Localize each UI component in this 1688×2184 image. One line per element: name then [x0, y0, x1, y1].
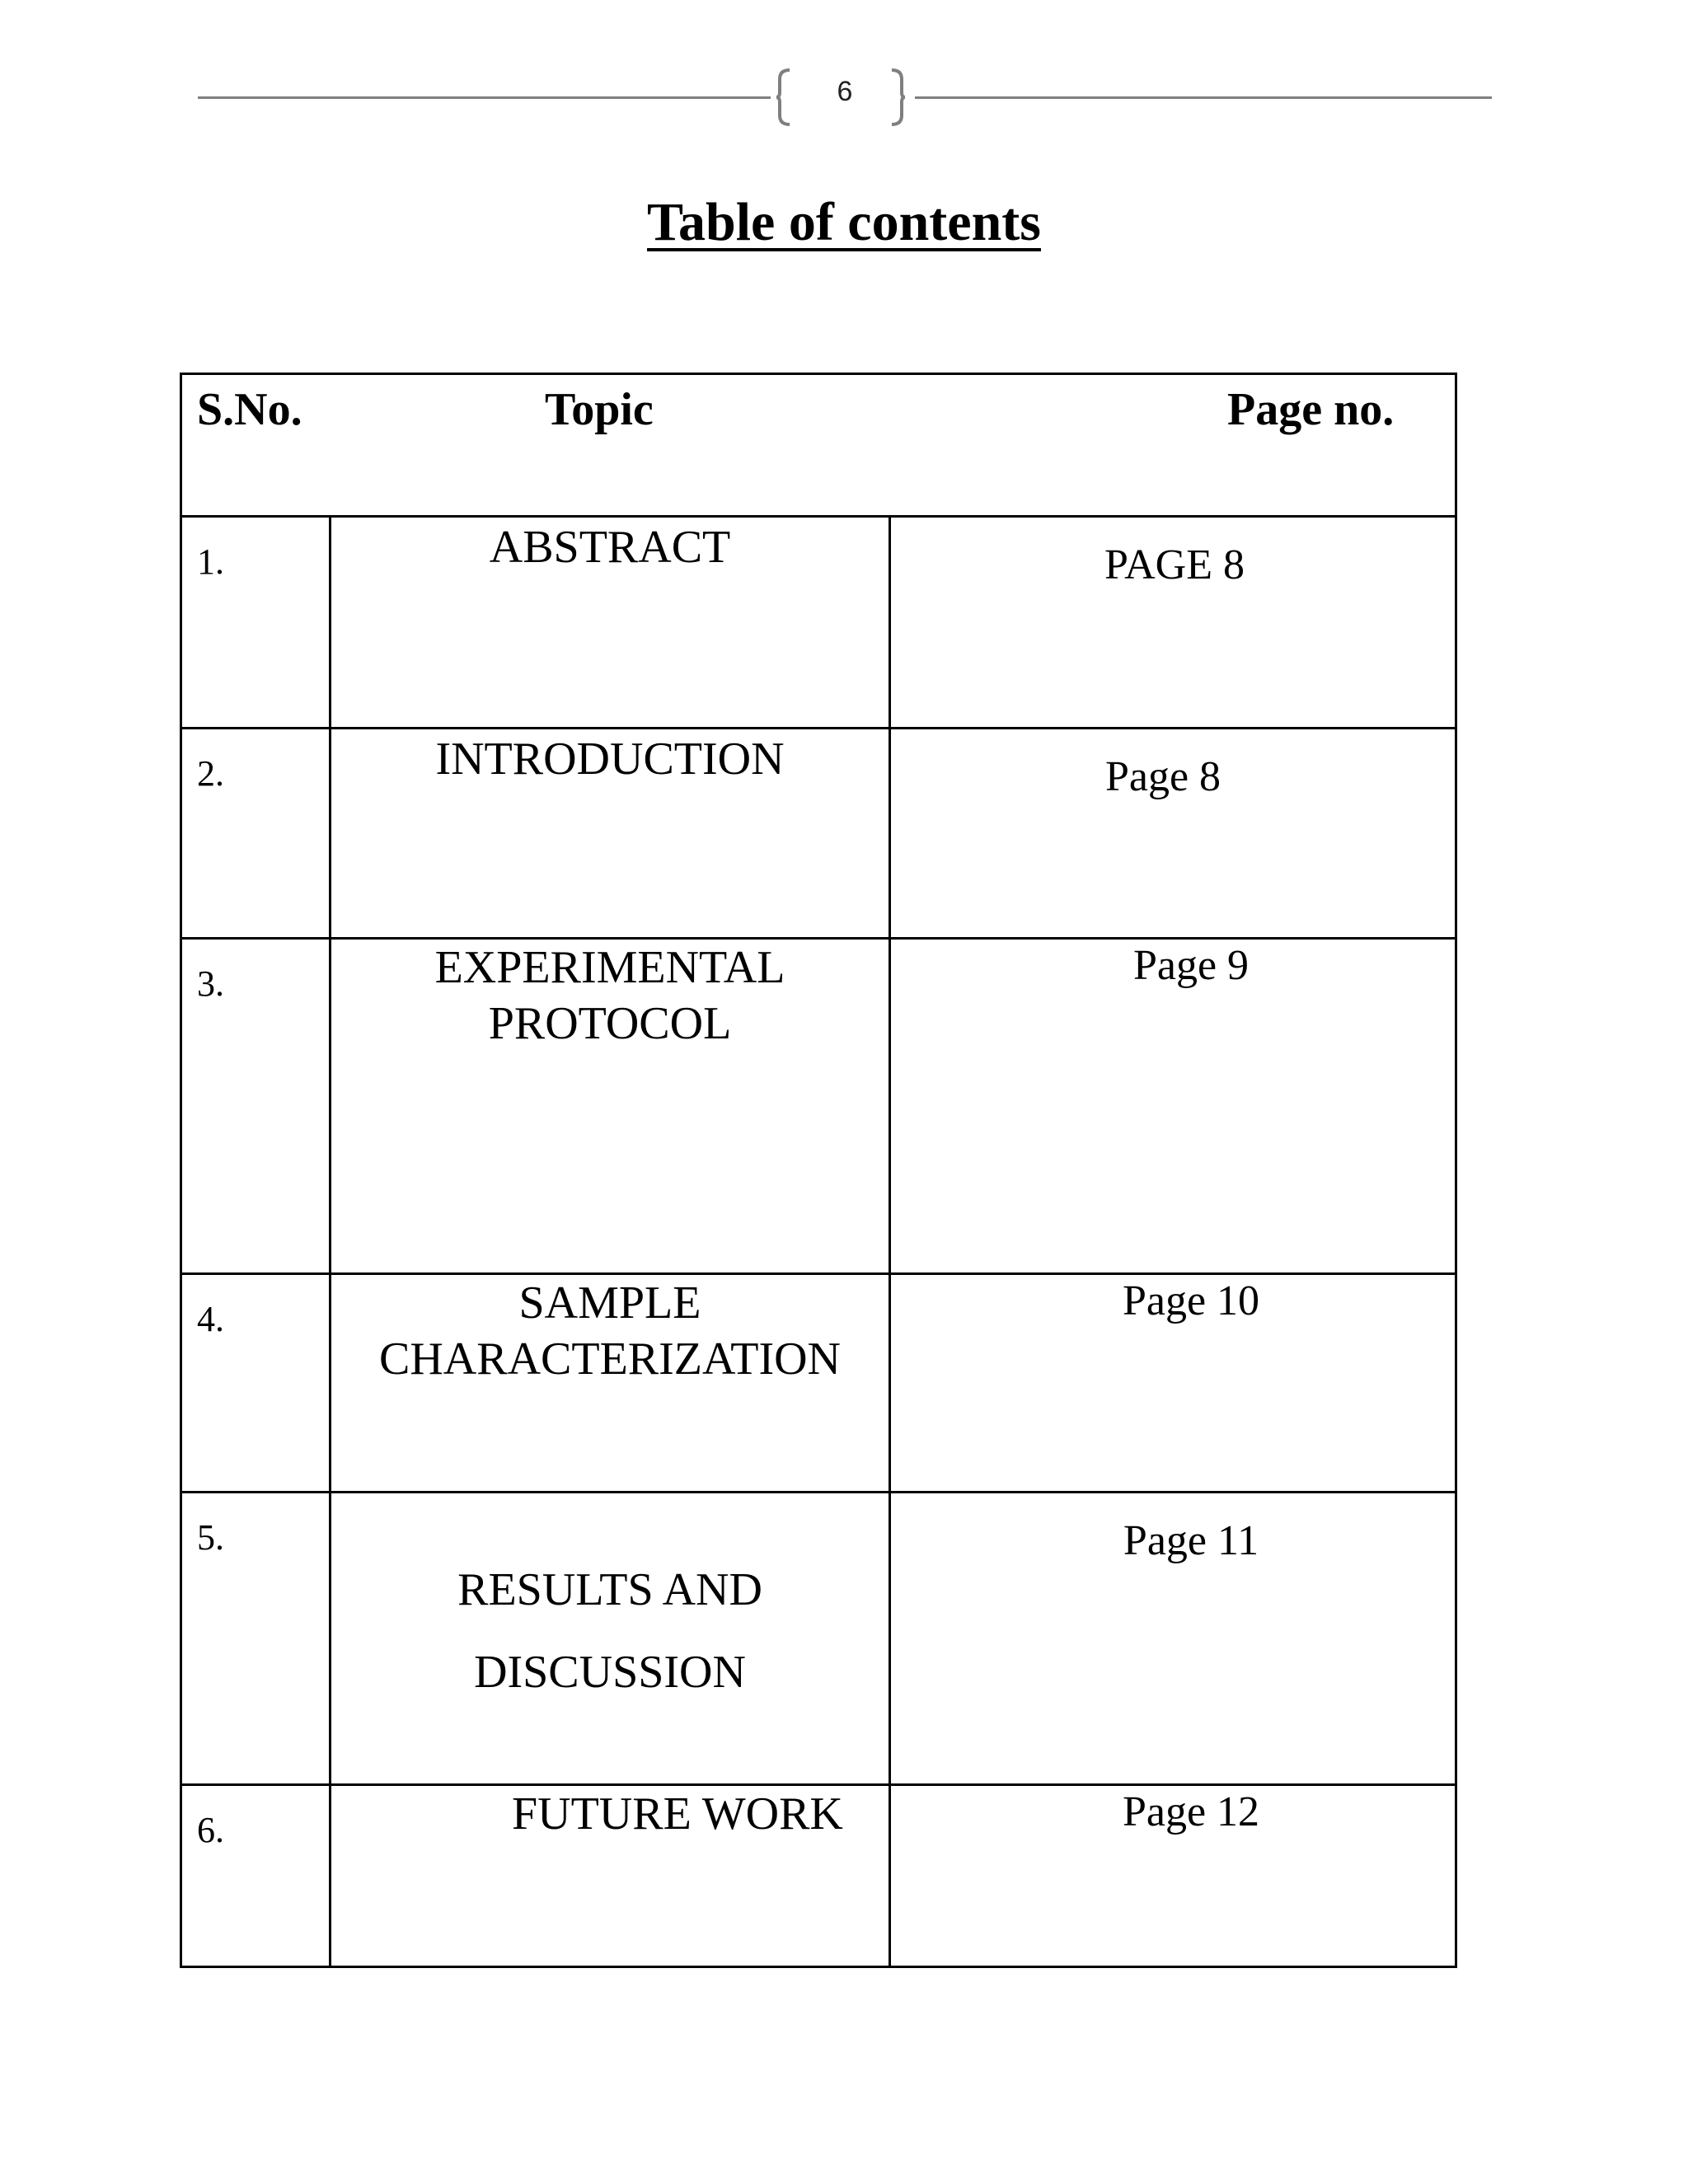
right-brace-icon — [889, 68, 907, 127]
table-row — [182, 1493, 1455, 1786]
table-row — [182, 1786, 1455, 1966]
column-divider — [889, 940, 891, 1272]
row-page: Page 9 — [1132, 942, 1250, 989]
row-sno: 5. — [197, 1517, 224, 1558]
row-page: Page 12 — [1122, 1788, 1260, 1835]
row-page: Page 10 — [1122, 1277, 1260, 1324]
row-sno: 1. — [197, 541, 224, 582]
row-page: Page 8 — [1104, 753, 1221, 800]
row-sno: 2. — [197, 753, 224, 794]
row-page: PAGE 8 — [1104, 541, 1245, 588]
header-rule-left — [198, 96, 771, 99]
column-header-topic: Topic — [545, 384, 654, 435]
column-header-page: Page no. — [1227, 384, 1395, 435]
column-divider — [329, 1786, 331, 1966]
row-sno: 6. — [197, 1810, 224, 1850]
page-title — [0, 191, 1688, 254]
header-rule-right — [915, 96, 1492, 99]
row-topic: RESULTS AND DISCUSSION — [457, 1564, 762, 1698]
table-row — [182, 729, 1455, 940]
row-sno: 3. — [197, 963, 224, 1004]
row-topic: SAMPLE CHARACTERIZATION — [379, 1277, 841, 1385]
table-row — [182, 518, 1455, 729]
toc-table — [180, 373, 1457, 1968]
column-divider — [889, 1493, 891, 1783]
column-header-sno: S.No. — [197, 384, 302, 435]
row-topic: EXPERIMENTAL PROTOCOL — [434, 942, 785, 1049]
left-brace-icon — [775, 68, 793, 127]
row-topic: INTRODUCTION — [435, 733, 785, 785]
column-divider — [889, 1275, 891, 1491]
page-title-text: Table of contents — [647, 192, 1041, 252]
row-topic: ABSTRACT — [489, 522, 731, 573]
table-row — [182, 940, 1455, 1275]
table-row — [182, 1275, 1455, 1493]
row-sno: 4. — [197, 1299, 224, 1339]
table-header-row — [182, 375, 1455, 518]
row-page: Page 11 — [1123, 1517, 1259, 1564]
page-number: 6 — [837, 76, 853, 107]
row-topic: FUTURE WORK — [512, 1788, 843, 1840]
